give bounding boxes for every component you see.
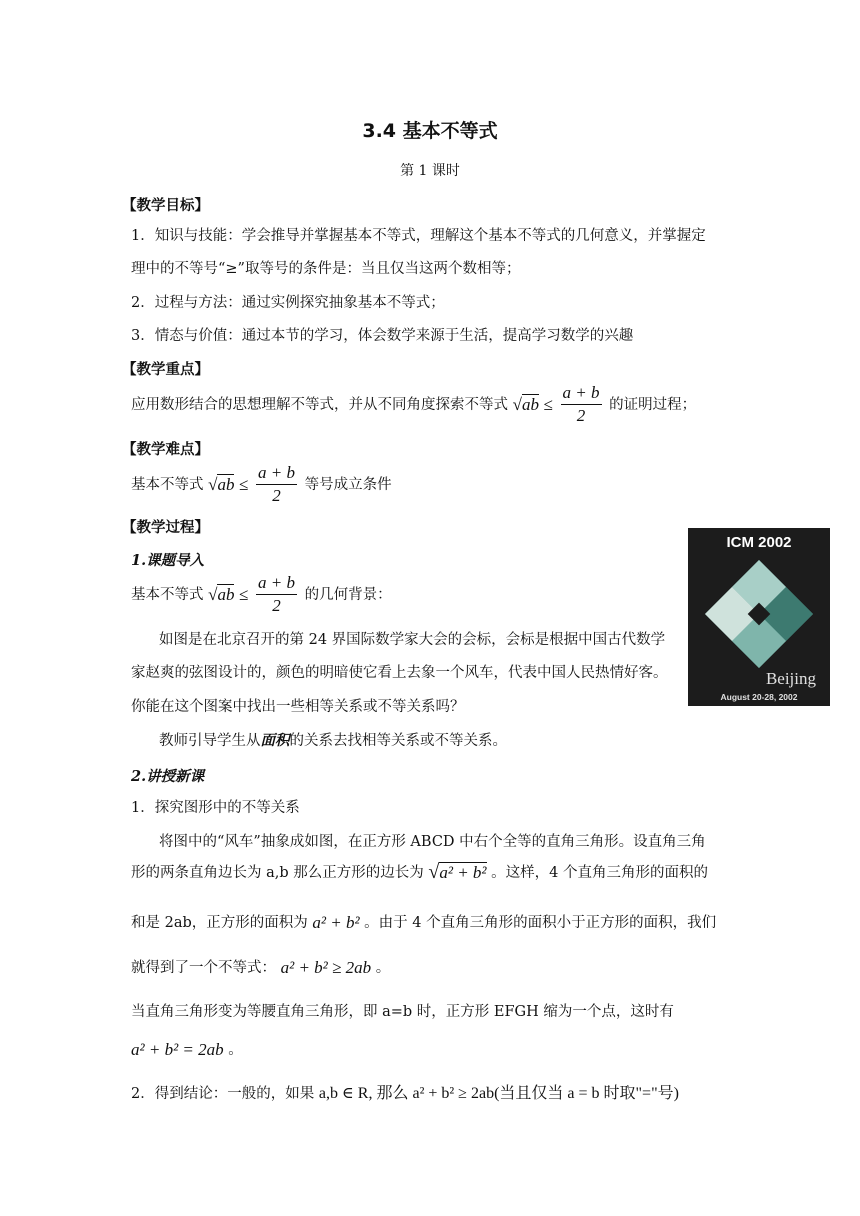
formula-inequality: a² + b² ≥ 2ab (280, 958, 372, 977)
goal-1-line-2: 理中的不等号“≥”取等号的条件是：当且仅当这两个数相等； (131, 261, 521, 277)
section-1-heading: 1.课题导入 (131, 552, 205, 569)
subsection-1: 1．探究图形中的不等关系 (131, 800, 300, 816)
formula-sqrt-a2-b2: √a² + b² (428, 861, 487, 883)
icm-2002-logo (688, 528, 830, 706)
formula-fraction: $\frac{a + b}{2}$ (562, 383, 600, 425)
paragraph-2 (159, 731, 507, 751)
paragraph-2-post: 的关系去找相等关系或不等关系。 (289, 733, 507, 749)
formula-sqrt-ab: √ab (512, 394, 539, 414)
intro-text-pre: 基本不等式 (131, 586, 204, 603)
intro-text-post: 的几何背景： (304, 586, 392, 603)
paragraph-2-bold: 面积 (260, 732, 290, 749)
paragraph-1-line-2: 家赵爽的弦图设计的，颜色的明暗使它看上去象一个风车，代表中国人民热情好客。 (131, 665, 668, 681)
paragraph-3-line-2: 形的两条直角边长为 a,b 那么正方形的边长为 √a² + b² 。这样，4 个直角三角形的面积的 (131, 861, 708, 883)
formula-sqrt-ab: √ab (208, 584, 235, 604)
key-points-line (131, 382, 696, 427)
icm-logo-graphic (688, 528, 830, 706)
section-2-heading: 2.讲授新课 (131, 768, 205, 785)
formula-fraction: $\frac{a + b}{2}$ (258, 573, 295, 615)
formula-leq: ≤ (239, 584, 249, 604)
key-points-text-post: 的证明过程； (609, 396, 697, 413)
difficulty-line (131, 462, 392, 507)
conclusion-formula: a,b ∈ R, 那么 a² + b² ≥ 2ab(当且仅当 a = b 时取"="号) (318, 1085, 679, 1102)
logo-city: Beijing (765, 669, 816, 688)
intro-line (131, 572, 392, 617)
page-title: 3.4 基本不等式 (362, 120, 498, 142)
paragraph-2-pre: 教师引导学生从 (159, 733, 261, 749)
paragraph-1-line-3: 你能在这个图案中找出一些相等关系或不等关系吗？ (131, 699, 465, 715)
formula-leq: ≤ (239, 474, 249, 494)
formula-fraction: $\frac{a + b}{2}$ (258, 463, 295, 505)
paragraph-3-line-1: 将图中的“风车”抽象成如图，在正方形 ABCD 中右个全等的直角三角形。设直角三角 (159, 834, 706, 850)
difficulty-text-pre: 基本不等式 (131, 476, 204, 493)
logo-dates: August 20-28, 2002 (720, 692, 798, 702)
formula-leq: ≤ (543, 394, 553, 414)
formula-sqrt-ab: √ab (208, 474, 235, 494)
paragraph-4-line-2: a² + b² = 2ab 。 (131, 1040, 243, 1059)
goal-1-line-1: 1．知识与技能：学会推导并掌握基本不等式，理解这个基本不等式的几何意义，并掌握定 (131, 228, 706, 244)
paragraph-4-line-1: 当直角三角形变为等腰直角三角形，即 a=b 时，正方形 EFGH 缩为一个点，这时有 (131, 1004, 674, 1020)
paragraph-3-line-3: 和是 2ab，正方形的面积为 a² + b² 。由于 4 个直角三角形的面积小于正方形的面积，我们 (131, 913, 717, 932)
goal-2: 2．过程与方法：通过实例探究抽象基本不等式； (131, 295, 445, 311)
formula-equality: a² + b² = 2ab (131, 1040, 224, 1059)
key-points-text-pre: 应用数形结合的思想理解不等式，并从不同角度探索不等式 (131, 396, 508, 413)
key-points-heading: 【教学重点】 (122, 362, 209, 378)
goal-3: 3．情态与价值：通过本节的学习，体会数学来源于生活，提高学习数学的兴趣 (131, 328, 634, 344)
page-subtitle: 第 1 课时 (400, 163, 460, 179)
difficulty-heading: 【教学难点】 (122, 442, 209, 458)
conclusion-line: 2．得到结论：一般的，如果 a,b ∈ R, 那么 a² + b² ≥ 2ab(当且仅当 a = b 时取"="号) (131, 1085, 679, 1102)
difficulty-text-post: 等号成立条件 (304, 476, 392, 493)
goals-heading: 【教学目标】 (122, 198, 209, 214)
process-heading: 【教学过程】 (122, 520, 209, 536)
logo-title: ICM 2002 (726, 534, 792, 551)
paragraph-1-line-1: 如图是在北京召开的第 24 界国际数学家大会的会标，会标是根据中国古代数学 (159, 632, 666, 648)
formula-a2-b2: a² + b² (312, 913, 360, 932)
paragraph-3-line-4: 就得到了一个不等式： a² + b² ≥ 2ab 。 (131, 958, 391, 977)
